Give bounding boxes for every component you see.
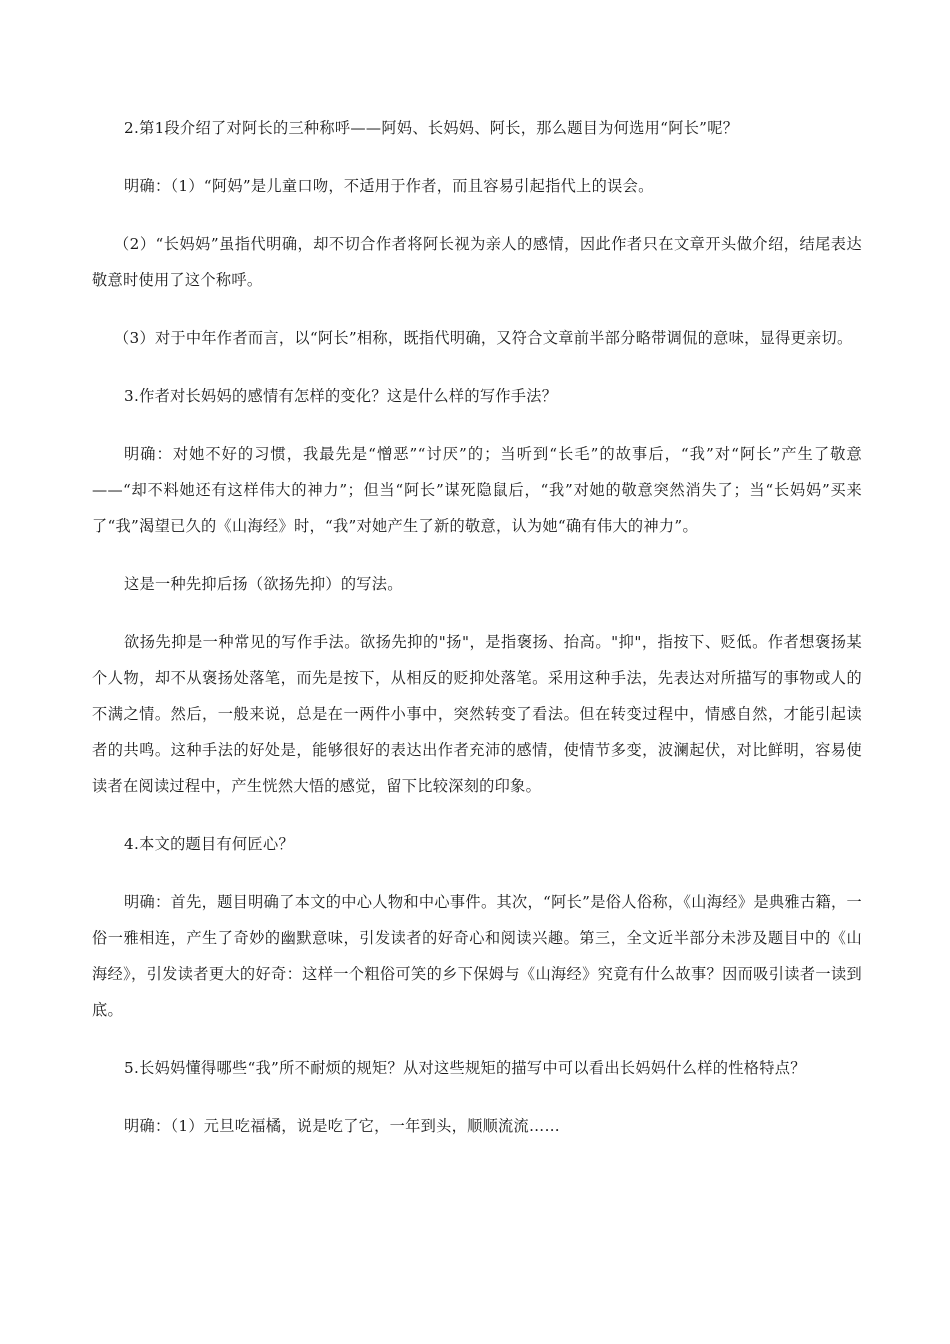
answer-5-part-1: 明确：（1）元旦吃福橘，说是吃了它，一年到头，顺顺流流…… xyxy=(124,1117,561,1135)
answer-2-part-1: 明确：（1）“阿妈”是儿童口吻，不适用于作者，而且容易引起指代上的误会。 xyxy=(124,177,654,195)
answer-3-technique: 这是一种先抑后扬（欲扬先抑）的写法。 xyxy=(124,575,403,593)
answer-2-part-2: （2）“长妈妈”虽指代明确，却不切合作者将阿长视为亲人的感情，因此作者只在文章开头做介绍，结尾表达敬意时使用了这个称呼。 xyxy=(92,235,862,289)
answer-3: 明确：对她不好的习惯，我最先是“憎恶”“讨厌”的；当听到“长毛”的故事后，“我”对“阿长”产生了敬意——“却不料她还有这样伟大的神力”；但当“阿长”谋死隐鼠后，“我”对她的敬意突然消失了；当“长妈妈”买来了“我”渴望已久的《山海经》时，“我”对她产生了新的敬意，认为她“确有伟大的神力”。 xyxy=(92,445,862,535)
document-body xyxy=(92,110,862,1166)
question-2: 2.第1段介绍了对阿长的三种称呼——阿妈、长妈妈、阿长，那么题目为何选用“阿长”呢？ xyxy=(124,119,739,137)
question-4: 4.本文的题目有何匠心？ xyxy=(124,835,294,853)
question-3: 3.作者对长妈妈的感情有怎样的变化？这是什么样的写作手法？ xyxy=(124,387,558,405)
question-5: 5.长妈妈懂得哪些“我”所不耐烦的规矩？从对这些规矩的描写中可以看出长妈妈什么样的性格特点？ xyxy=(124,1059,806,1077)
answer-4: 明确：首先，题目明确了本文的中心人物和中心事件。其次，“阿长”是俗人俗称，《山海经》是典雅古籍，一俗一雅相连，产生了奇妙的幽默意味，引发读者的好奇心和阅读兴趣。第三，全文近半部分未涉及题目中的《山海经》，引发读者更大的好奇：这样一个粗俗可笑的乡下保姆与《山海经》究竟有什么故事？因而吸引读者一读到底。 xyxy=(92,893,862,1019)
answer-3-explanation: 欲扬先抑是一种常见的写作手法。欲扬先抑的"扬"，是指褒扬、抬高。"抑"，指按下、贬低。作者想褒扬某个人物，却不从褒扬处落笔，而先是按下，从相反的贬抑处落笔。采用这种手法，先表达对所描写的事物或人的不满之情。然后，一般来说，总是在一两件小事中，突然转变了看法。但在转变过程中，情感自然，才能引起读者的共鸣。这种手法的好处是，能够很好的表达出作者充沛的感情，使情节多变，波澜起伏，对比鲜明，容易使读者在阅读过程中，产生恍然大悟的感觉，留下比较深刻的印象。 xyxy=(92,633,862,795)
answer-2-part-3: （3）对于中年作者而言，以“阿长”相称，既指代明确，又符合文章前半部分略带调侃的意味，显得更亲切。 xyxy=(114,329,853,347)
